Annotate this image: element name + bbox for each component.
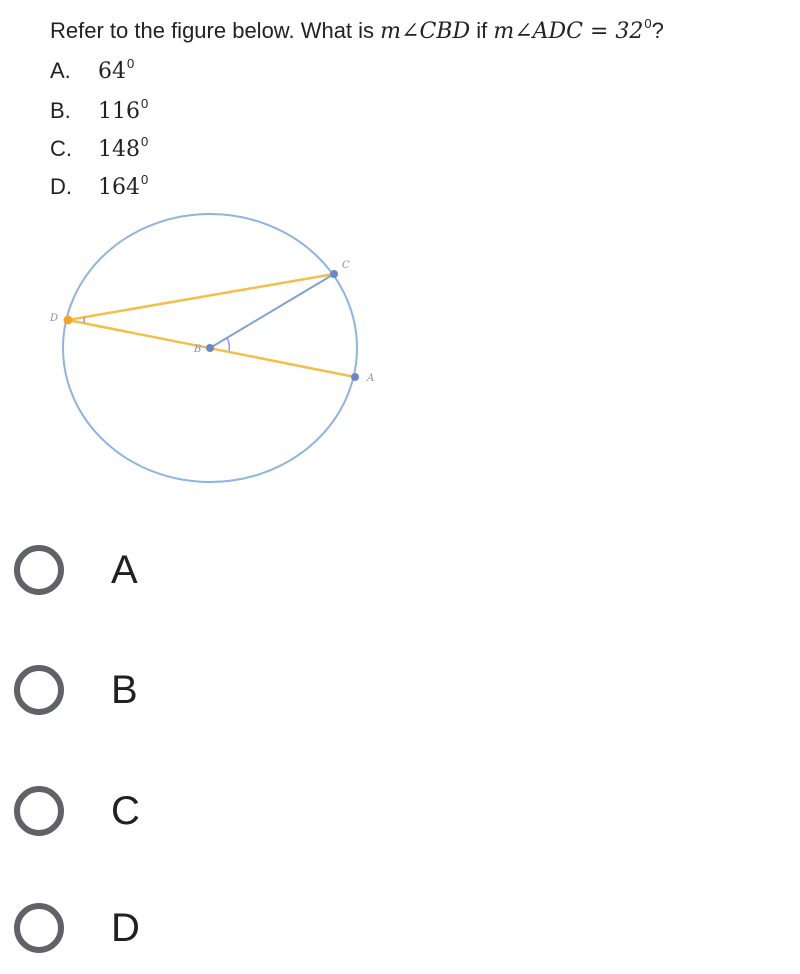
question-suffix: ? <box>651 18 664 43</box>
option-letter: A. <box>50 58 71 83</box>
point-c <box>330 270 338 278</box>
option-sup: 0 <box>127 56 135 71</box>
label-a: A <box>367 373 375 384</box>
choice-c[interactable] <box>14 776 140 846</box>
circle-figure <box>40 208 380 498</box>
question-text <box>50 18 664 44</box>
choice-label[interactable]: C <box>111 788 140 833</box>
option-d-text <box>50 174 148 200</box>
radio-button[interactable] <box>14 665 64 715</box>
choice-label[interactable]: D <box>111 905 140 950</box>
point-b <box>206 344 214 352</box>
choice-b[interactable] <box>14 655 138 725</box>
option-letter: C. <box>50 136 72 161</box>
radio-button[interactable] <box>14 903 64 953</box>
choice-d[interactable] <box>14 893 140 963</box>
option-value: 164 <box>98 175 140 200</box>
label-b: B <box>194 344 202 355</box>
label-d: D <box>50 313 59 324</box>
question-given-angle: m∠ADC <box>493 19 583 44</box>
radio-button[interactable] <box>14 545 64 595</box>
question-equals: = <box>583 19 616 44</box>
question-degree-sup: 0 <box>644 16 652 31</box>
choice-label[interactable]: A <box>111 547 138 592</box>
option-sup: 0 <box>141 134 149 149</box>
point-a <box>351 373 359 381</box>
option-value: 148 <box>98 137 140 162</box>
label-c: C <box>342 260 350 271</box>
option-sup: 0 <box>141 172 149 187</box>
radio-button[interactable] <box>14 786 64 836</box>
question-prefix: Refer to the figure below. What is <box>50 18 381 43</box>
option-sup: 0 <box>141 96 149 111</box>
angle-mark-b <box>227 338 229 351</box>
option-letter: D. <box>50 174 72 199</box>
point-d <box>64 316 73 325</box>
option-value: 64 <box>98 59 126 84</box>
question-target-angle: m∠CBD <box>380 19 471 44</box>
option-value: 116 <box>98 99 140 124</box>
option-b-text <box>50 98 148 124</box>
question-middle: if <box>470 18 494 43</box>
choice-a[interactable] <box>14 535 138 605</box>
option-c-text <box>50 136 148 162</box>
option-letter: B. <box>50 98 71 123</box>
question-given-value: 32 <box>615 19 644 44</box>
choice-label[interactable]: B <box>111 667 138 712</box>
option-a-text <box>50 58 134 84</box>
